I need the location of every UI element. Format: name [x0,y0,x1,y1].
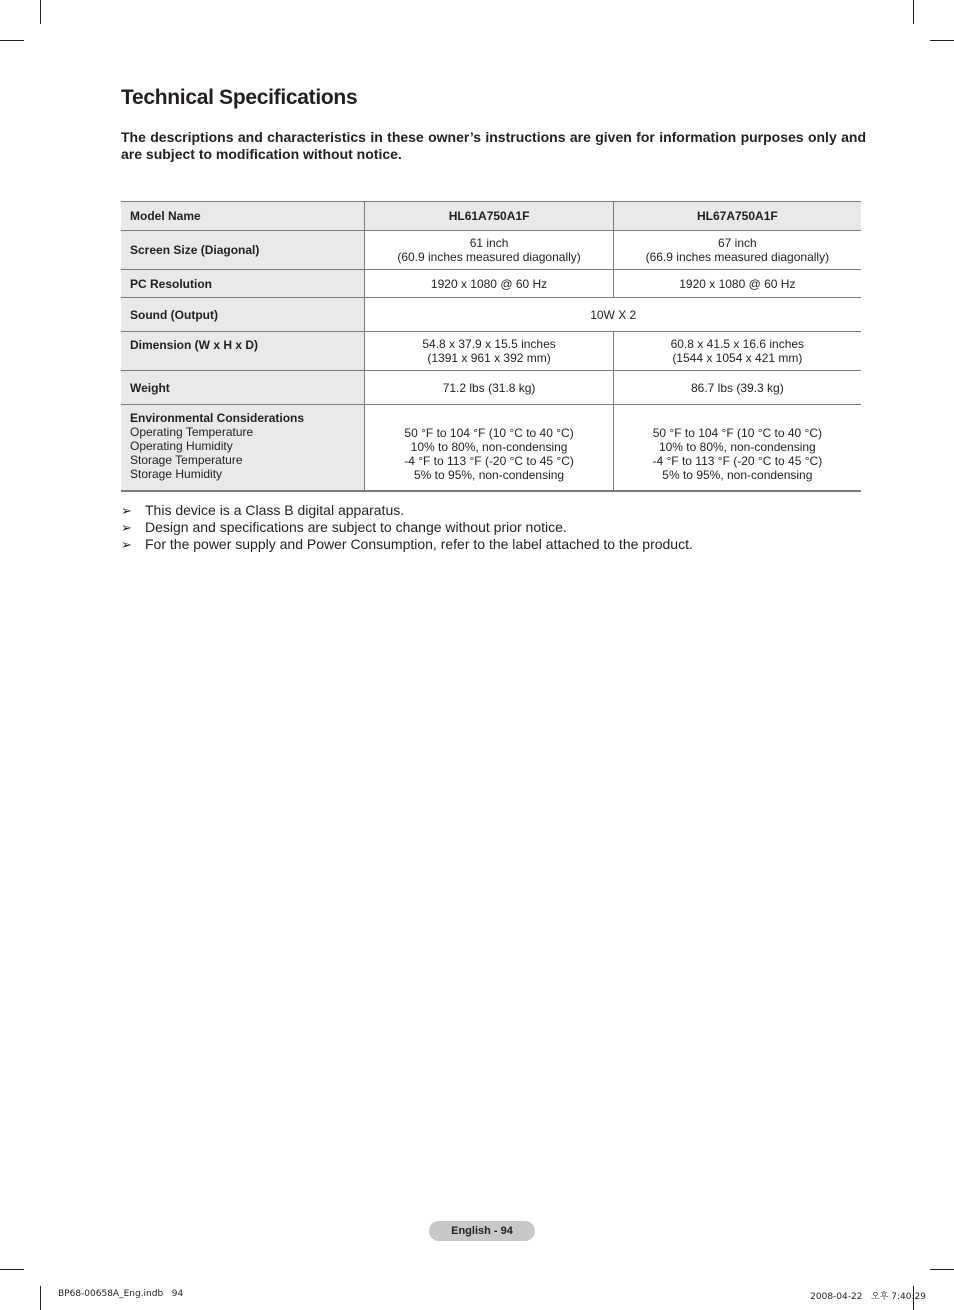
row-label: Screen Size (Diagonal) [121,231,365,270]
cell-line: (1544 x 1054 x 421 mm) [672,351,803,365]
page-title: Technical Specifications [121,86,358,109]
print-slug-left: BP68-00658A_Eng.indb 94 [58,1289,184,1299]
note-text: For the power supply and Power Consumption, refer to the label attached to the product. [145,536,693,552]
crop-mark [40,0,41,24]
row-label: PC Resolution [121,270,365,298]
arrow-bullet-icon: ➢ [121,537,132,552]
cell-line: (60.9 inches measured diagonally) [397,250,581,264]
cell-line: 50 °F to 104 °F (10 °C to 40 °C) [652,426,822,441]
list-item [121,502,693,519]
arrow-bullet-icon: ➢ [121,503,132,518]
table-cell [613,405,861,491]
table-row [121,231,861,270]
note-text: Design and specifications are subject to change without prior notice. [145,519,567,535]
table-cell: 1920 x 1080 @ 60 Hz [365,270,613,298]
row-label: Sound (Output) [121,298,365,332]
crop-mark [0,1269,24,1270]
crop-mark [0,40,24,41]
intro-paragraph: The descriptions and characteristics in these owner’s instructions are given for information purposes only and are subject to modification without notice. [121,129,866,162]
cell-line: (1391 x 961 x 392 mm) [427,351,551,365]
cell-line: 67 inch [718,236,757,250]
sub-label: Storage Humidity [130,467,223,481]
table-cell [613,231,861,270]
cell-line: 54.8 x 37.9 x 15.5 inches [422,337,556,351]
list-item [121,536,693,553]
crop-mark [913,0,914,24]
cell-line: 60.8 x 41.5 x 16.6 inches [670,337,805,351]
cell-line: -4 °F to 113 °F (-20 °C to 45 °C) [404,454,574,469]
sub-label: Storage Temperature [130,453,243,467]
list-item [121,519,693,536]
crop-mark [40,1286,41,1310]
cell-line: 10% to 80%, non-condensing [410,440,568,455]
sub-label: Operating Humidity [130,439,233,453]
cell-line: 61 inch [469,236,509,250]
table-row [121,371,861,405]
table-cell [365,405,613,491]
table-cell: 10W X 2 [365,298,861,332]
cell-line: (66.9 inches measured diagonally) [645,250,830,264]
arrow-bullet-icon: ➢ [121,520,132,535]
row-label: Dimension (W x H x D) [121,332,365,371]
row-label-group [121,405,365,491]
table-row [121,405,861,491]
table-cell: 71.2 lbs (31.8 kg) [365,371,613,405]
cell-line: -4 °F to 113 °F (-20 °C to 45 °C) [652,454,823,469]
spec-table [121,201,861,492]
table-cell: 86.7 lbs (39.3 kg) [613,371,861,405]
note-text: This device is a Class B digital apparatus. [145,502,405,518]
row-label: Model Name [121,202,365,231]
cell-line: 10% to 80%, non-condensing [658,440,816,455]
table-cell [613,332,861,371]
row-label: Weight [121,371,365,405]
row-label: Environmental Considerations [130,411,305,425]
table-row [121,202,861,231]
notes-list [121,502,693,553]
cell-line: 50 °F to 104 °F (10 °C to 40 °C) [404,426,574,441]
cell-line: 5% to 95%, non-condensing [662,468,813,483]
table-cell [365,231,613,270]
table-cell: 1920 x 1080 @ 60 Hz [613,270,861,298]
cell-line: 5% to 95%, non-condensing [414,468,565,483]
table-row [121,270,861,298]
table-row [121,332,861,371]
model-name-cell: HL67A750A1F [613,202,861,231]
sub-label: Operating Temperature [130,425,254,439]
crop-mark [930,1269,954,1270]
table-row [121,298,861,332]
model-name-cell: HL61A750A1F [365,202,613,231]
table-cell [365,332,613,371]
print-slug-right: 2008-04-22 오후 7:40:29 [810,1292,926,1302]
page-number-badge: English - 94 [429,1221,535,1241]
crop-mark [930,40,954,41]
